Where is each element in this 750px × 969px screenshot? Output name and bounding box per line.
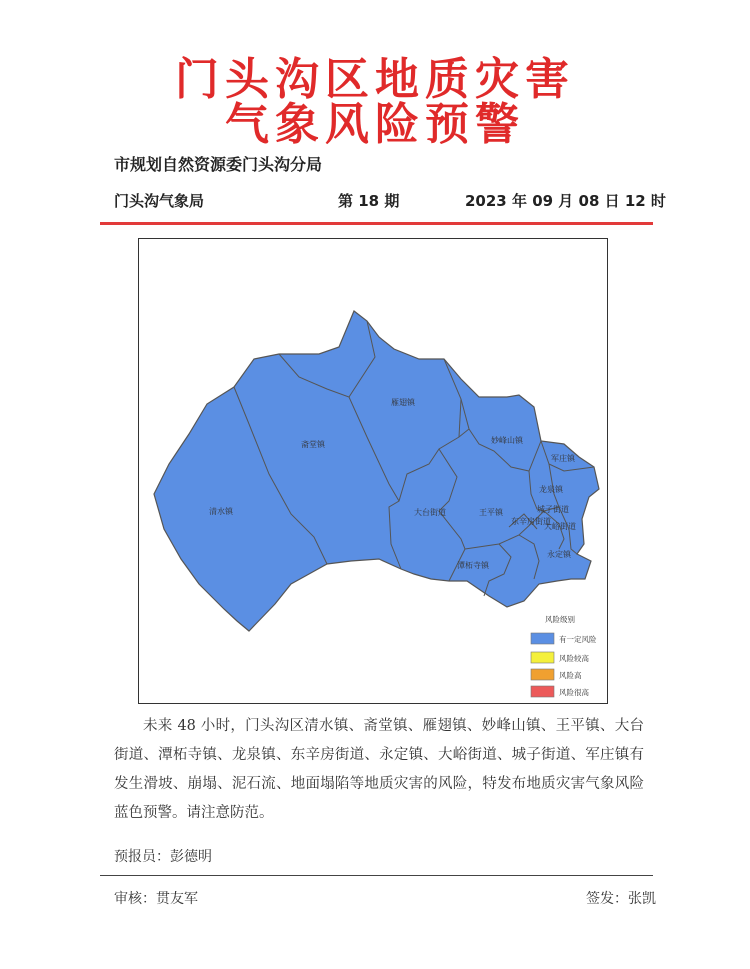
legend-label-1: 有一定风险 xyxy=(559,635,597,644)
label-qingshui: 清水镇 xyxy=(209,507,233,516)
legend-item-1 xyxy=(531,633,597,644)
label-longquan: 龙泉镇 xyxy=(539,485,563,494)
label-junzhuang: 军庄镇 xyxy=(551,454,575,463)
issue-datetime: 2023 年 09 月 08 日 12 时 xyxy=(465,192,666,210)
label-wangping: 王平镇 xyxy=(479,508,503,517)
label-dayu: 大峪街道 xyxy=(544,522,576,531)
label-yanchi: 雁翅镇 xyxy=(391,398,415,407)
header-divider xyxy=(100,222,653,225)
reviewer: 审核：贯友军 xyxy=(114,891,198,907)
legend-swatch-4 xyxy=(531,686,554,697)
label-chengzi: 城子街道 xyxy=(537,505,569,514)
label-tanzhesi: 潭柘寺镇 xyxy=(457,561,489,570)
legend-label-3: 风险高 xyxy=(559,671,582,680)
risk-map xyxy=(139,239,606,702)
issue-number: 第 18 期 xyxy=(338,192,400,210)
legend-item-2 xyxy=(531,652,589,663)
label-yongding: 永定镇 xyxy=(547,550,571,559)
issuing-agency: 市规划自然资源委门头沟分局 xyxy=(114,155,323,174)
document-title-line2: 气象风险预警 xyxy=(225,99,525,150)
district-outline xyxy=(154,311,599,631)
risk-map-frame xyxy=(138,238,608,704)
legend-item-4 xyxy=(531,686,589,697)
footer-divider xyxy=(100,875,653,876)
forecaster: 预报员：彭德明 xyxy=(114,849,212,865)
legend-label-4: 风险很高 xyxy=(559,688,589,697)
warning-paragraph: 未来 48 小时，门头沟区清水镇、斋堂镇、雁翅镇、妙峰山镇、王平镇、大台街道、潭柘寺镇、龙泉镇、东辛房街道、永定镇、大峪街道、城子街道、军庄镇有发生滑坡、崩塌、泥石流、地面塌陷等地质灾害的风险，特发布地质灾害气象风险蓝色预警。请注意防范。 xyxy=(114,718,644,821)
map-legend xyxy=(531,614,597,697)
legend-label-2: 风险较高 xyxy=(559,654,589,663)
legend-swatch-3 xyxy=(531,669,554,680)
signer: 签发：张凯 xyxy=(586,891,656,907)
label-zhaitang: 斋堂镇 xyxy=(301,440,325,449)
label-dongxinfang: 东辛房街道 xyxy=(511,517,551,526)
legend-swatch-2 xyxy=(531,652,554,663)
document-title-line1: 门头沟区地质灾害 xyxy=(175,54,575,105)
label-datai: 大台街道 xyxy=(414,508,446,517)
legend-swatch-1 xyxy=(531,633,554,644)
weather-bureau: 门头沟气象局 xyxy=(114,192,205,210)
legend-item-3 xyxy=(531,669,582,680)
label-miaofengshan: 妙峰山镇 xyxy=(491,436,523,445)
legend-title: 风险级别 xyxy=(545,615,575,624)
